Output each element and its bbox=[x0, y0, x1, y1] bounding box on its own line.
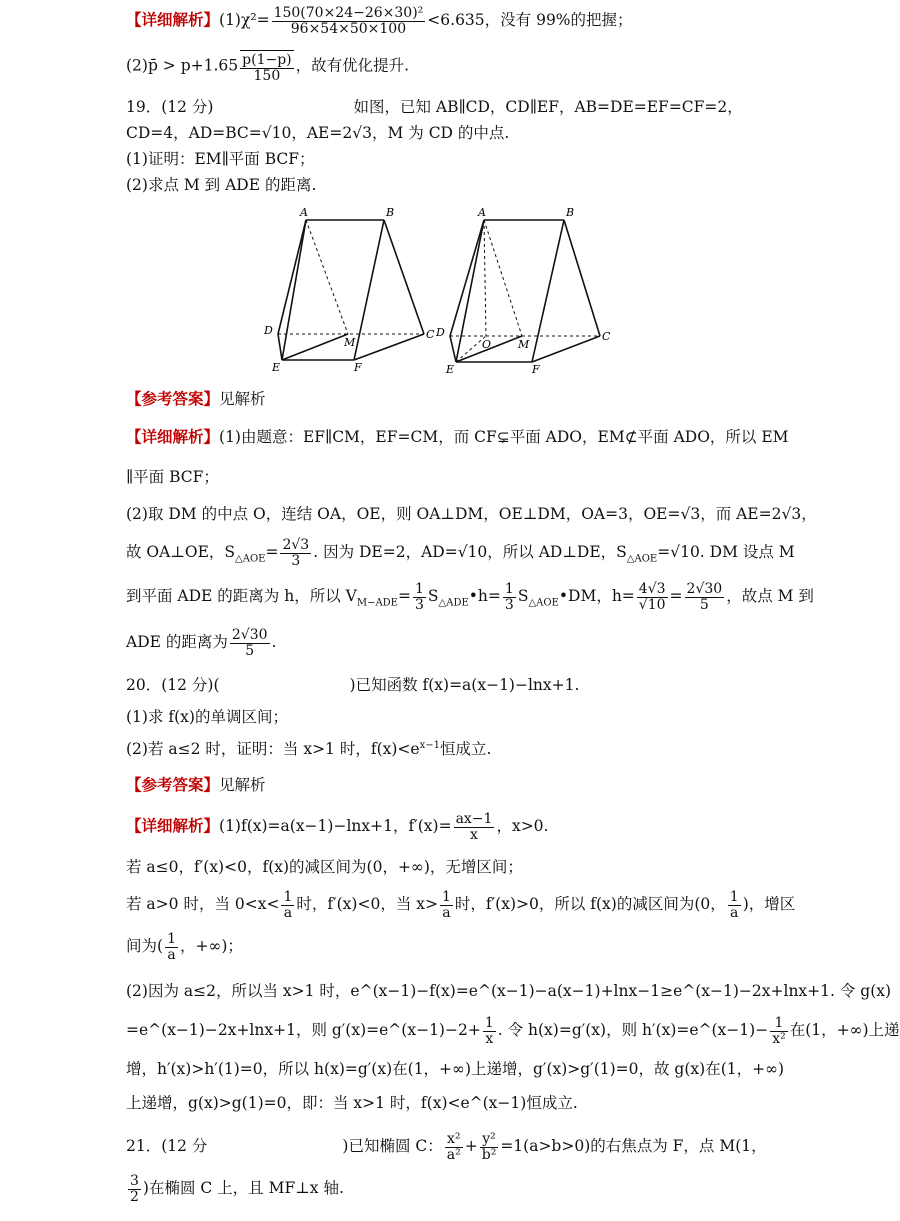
analysis-tag: 【详细解析】 bbox=[126, 11, 220, 30]
label-b-left: B bbox=[386, 206, 395, 219]
edge-ad bbox=[278, 220, 306, 334]
edge-fc bbox=[354, 334, 424, 360]
solution-20-line-2: 若 a≤0，f′(x)<0，f(x)的减区间为(0，+∞)，无增区间； bbox=[126, 858, 523, 876]
question-20-line-1: 20．(12 分)( )已知函数 f(x)=a(x−1)−lnx+1. bbox=[126, 676, 580, 694]
solution-20-line-3: 若 a>0 时，当 0<x< $\frac{1}{a}$ 时，f′(x)<0，当 x> $\frac{1}{a}$ 时，f′(x)>0，所以 f(x)的减区间为(0， $\frac{1}{a}$ )，增区 bbox=[126, 889, 796, 921]
label-f-right: F bbox=[532, 363, 540, 376]
edge-bf bbox=[354, 220, 384, 360]
label-m-left: M bbox=[344, 336, 356, 349]
question-19-line-2: CD=4，AD=BC=√10，AE=2√3，M 为 CD 的中点. bbox=[126, 124, 510, 142]
label-d-right: D bbox=[436, 326, 445, 339]
solution-19-line-4: 故 OA⊥OE，$S_{\triangle AOE}=$ $\frac{2√3}{3}$ . 因为 DE=2，AD=√10，所以 AD⊥DE，$S_{\triangle AOE}=√10$. DM 设点 M bbox=[126, 537, 795, 569]
solution-20-line-7: 增，h′(x)>h′(1)=0，所以 h(x)=g′(x)在(1，+∞)上递增，g′(x)>g′(1)=0，故 g(x)在(1，+∞) bbox=[126, 1060, 785, 1078]
edge-ad-r bbox=[450, 220, 484, 336]
question-19-line-1: 19．(12 分) 如图，已知 AB∥CD，CD∥EF，AB=DE=EF=CF=2， bbox=[126, 98, 743, 116]
edge-de bbox=[278, 334, 282, 360]
solution-20-line-6: =e^(x−1)−2x+lnx+1，则 g′(x)=e^(x−1)−2+ $\frac{1}{x}$ . 令 h(x)=g′(x)，则 h′(x)=e^(x−1)− $\frac{1}{\text{x²}}$ 在(1，+∞)上递 bbox=[126, 1015, 900, 1047]
label-a-left: A bbox=[300, 206, 308, 219]
question-19-part-1: (1)证明：EM∥平面 BCF； bbox=[126, 150, 315, 168]
solution-line-1: 【详细解析】(1)χ²= $\frac{\text{150(70×24−26×30)²}}{96\times 54\times 50\times 100}$ <6.635，没有 99%的把握； bbox=[126, 5, 633, 37]
edge-bc-r bbox=[564, 220, 600, 336]
solution-19-line-3: (2)取 DM 的中点 O，连结 OA，OE，则 OA⊥DM，OE⊥DM，OA=3，OE=√3，而 AE=2√3， bbox=[126, 505, 817, 523]
answer-20: 【参考答案】见解析 bbox=[126, 776, 266, 794]
solution-line-2: (2)p̄ > p+1.65 $\frac{p(1-p)}{150}$ ，故有优化提升. bbox=[126, 52, 410, 84]
geometry-figures bbox=[254, 206, 624, 376]
solution-20-line-1: 【详细解析】(1)f(x)=a(x−1)−lnx+1，f′(x)= $\frac{ax-1}{x}$ ，x>0. bbox=[126, 811, 549, 843]
edge-bf-r bbox=[532, 220, 564, 362]
solution-19-line-2: ∥平面 BCF； bbox=[126, 468, 219, 486]
edge-ae-r bbox=[456, 220, 484, 362]
question-21-line-2: $\frac{3}{2}$ )在椭圆 C 上，且 MF⊥x 轴. bbox=[130, 1173, 344, 1205]
edge-ae bbox=[282, 220, 306, 360]
label-c-right: C bbox=[602, 330, 611, 343]
label-c-left: C bbox=[426, 328, 435, 341]
label-f-left: F bbox=[354, 361, 362, 374]
solution-20-line-8: 上递增，g(x)>g(1)=0，即：当 x>1 时，f(x)<e^(x−1)恒成立. bbox=[126, 1094, 578, 1112]
edge-am-r bbox=[484, 220, 522, 336]
edge-fc-r bbox=[532, 336, 600, 362]
label-m-right: M bbox=[518, 338, 530, 351]
question-21-line-1: 21．(12 分 )已知椭圆 C： $\frac{\text{x²}}{\text{a²}}$ + $\frac{\text{y²}}{\text{b²}}$ =1(a>b>0)的右焦点为 F，点 M(1， bbox=[126, 1131, 767, 1163]
solution-19-line-6: ADE 的距离为 $\frac{2√30}{5}$ . bbox=[126, 627, 277, 659]
label-b-right: B bbox=[566, 206, 575, 219]
answer-19: 【参考答案】见解析 bbox=[126, 390, 266, 408]
edge-de-r bbox=[450, 336, 456, 362]
question-20-part-1: (1)求 f(x)的单调区间； bbox=[126, 708, 288, 726]
label-o-right: O bbox=[482, 338, 492, 351]
sqrt-fraction: $\frac{p(1-p)}{150}$ bbox=[242, 52, 292, 84]
solution-20-line-5: (2)因为 a≤2，所以当 x>1 时，e^(x−1)−f(x)=e^(x−1)−a(x−1)+lnx−1≥e^(x−1)−2x+lnx+1. 令 g(x) bbox=[126, 982, 892, 1000]
edge-bc bbox=[384, 220, 424, 334]
question-19-part-2: (2)求点 M 到 ADE 的距离. bbox=[126, 176, 317, 194]
label-e-left: E bbox=[272, 361, 281, 374]
solution-19-line-5: 到平面 ADE 的距离为 h，所以 $V_{M-ADE}=$ $\frac{1}{3}$ $S_{\triangle ADE}•h=$ $\frac{1}{3}$ $S_{\triangle AOE}•DM$，h= $\frac{4√3}{√10}$ = $\frac{2√30}{5}$ ，故点 M 到 bbox=[126, 581, 814, 613]
chi-square-fraction: $\frac{\text{150(70×24−26×30)²}}{96\times 54\times 50\times 100}$ bbox=[273, 5, 424, 37]
label-e-right: E bbox=[446, 363, 455, 376]
edge-em bbox=[282, 334, 348, 360]
label-d-left: D bbox=[264, 324, 273, 337]
edge-am bbox=[306, 220, 348, 334]
solution-19-line-1: 【详细解析】(1)由题意：EF∥CM，EF=CM，而 CF⊊平面 ADO，EM⊄平面 ADO，所以 EM bbox=[126, 428, 789, 446]
question-20-part-2: (2)若 a≤2 时，证明：当 x>1 时，$f(x)<e^{x-1}$恒成立. bbox=[126, 739, 492, 758]
label-a-right: A bbox=[478, 206, 486, 219]
edge-ao-r bbox=[484, 220, 486, 336]
solution-20-line-4: 间为( $\frac{1}{a}$ ，+∞)； bbox=[126, 931, 243, 963]
